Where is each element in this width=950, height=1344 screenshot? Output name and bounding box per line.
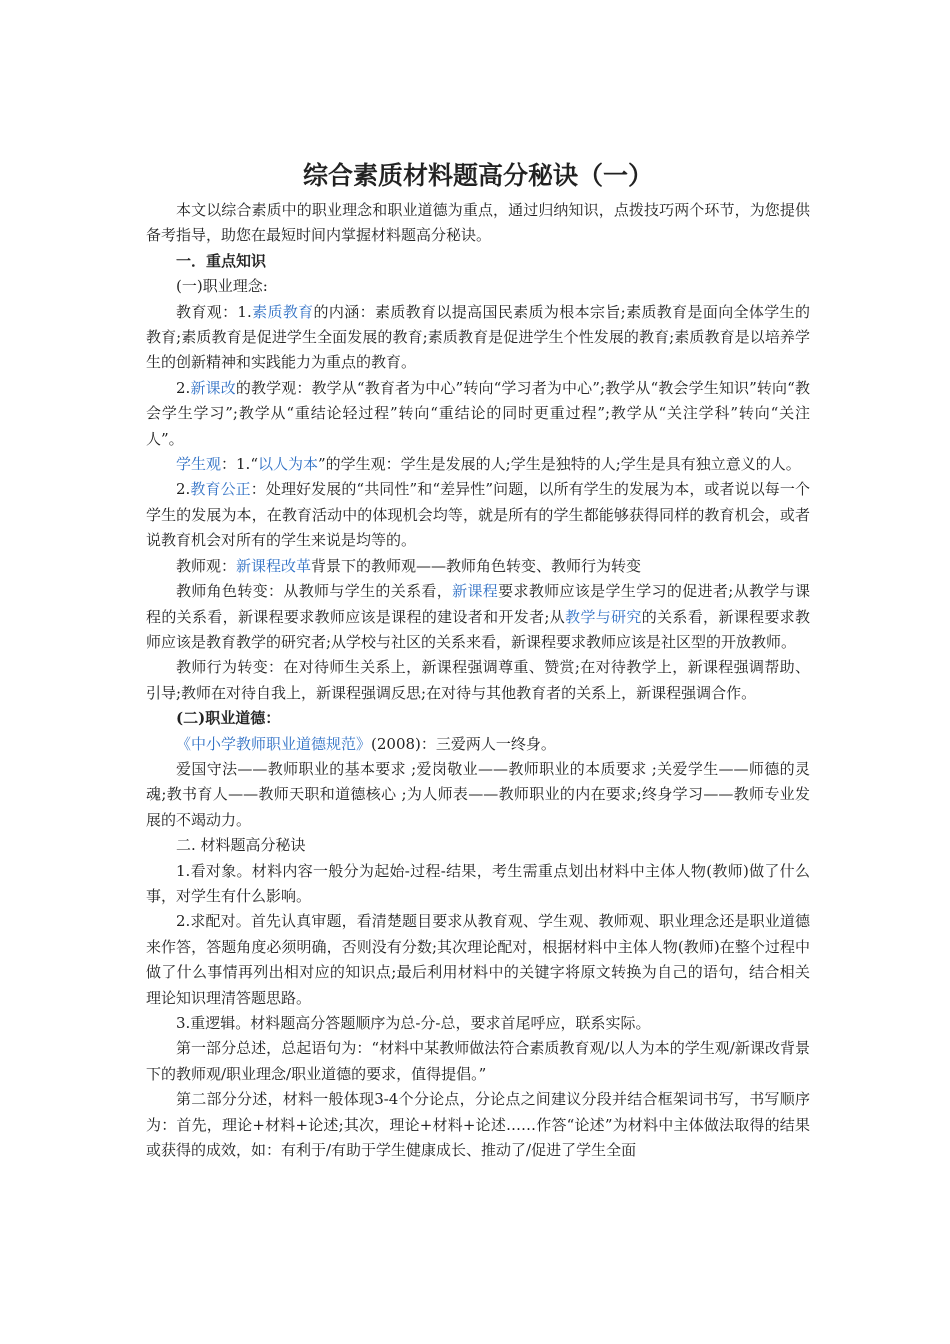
text-span: 的关系看，新课程要求教师应该是教育教学的研究者;从学校与社区的关系来看，新课程要求教师应该是社区型的开放教师。 — [146, 607, 810, 651]
paragraph-student-view — [146, 452, 810, 477]
subsection-heading-professional-ethics: (二)职业道德： — [176, 709, 281, 728]
paragraph-education-fairness — [146, 477, 810, 553]
intro-paragraph: 本文以综合素质中的职业理念和职业道德为重点，通过归纳知识，点拨技巧两个环节，为您提供备考指导，助您在最短时间内掌握材料题高分秘诀。 — [146, 201, 810, 245]
link-new-curriculum[interactable]: 新课程 — [452, 582, 499, 601]
paragraph-teacher-view — [146, 554, 810, 579]
paragraph-teacher-behavior: 教师行为转变：在对待师生关系上，新课程强调尊重、赞赏;在对待教学上，新课程强调帮助、引导;教师在对待自我上，新课程强调反思;在对待与其他教育者的关系上，新课程强调合作。 — [146, 658, 810, 702]
text-span: ：1.“ — [221, 455, 258, 474]
text-span: 2. — [176, 378, 191, 397]
paragraph-tip-2: 2.求配对。首先认真审题，看清楚题目要求从教育观、学生观、教师观、职业理念还是职业道德来作答，答题角度必须明确，否则没有分数;其次理论配对，根据材料中主体人物(教师)在整个过程中做了什么事情再列出相对应的知识点;最后利用材料中的关键字将原文转换为自己的语句，结合相关理论知识理清答题思路。 — [146, 912, 810, 1007]
paragraph-part-2: 第二部分分述，材料一般体现3-4个分论点，分论点之间建议分段并结合框架词书写，书写顺序为：首先，理论+材料+论述;其次，理论+材料+论述……作答“论述”为材料中主体做法取得的结果或获得的成效，如：有利于/有助于学生健康成长、推动了/促进了学生全面 — [146, 1090, 810, 1160]
paragraph-education-view — [146, 300, 810, 376]
section-heading-key-knowledge: 一．重点知识 — [176, 251, 267, 270]
link-quality-education[interactable]: 素质教育 — [251, 302, 314, 321]
subsection-heading-professional-concept: (一)职业理念: — [176, 277, 268, 296]
link-new-curriculum-reform-2[interactable]: 新课程改革 — [236, 556, 312, 575]
paragraph-teacher-role — [146, 579, 810, 655]
paragraph-ethics-norms — [146, 732, 810, 757]
link-student-view[interactable]: 学生观 — [176, 455, 222, 474]
link-teaching-and-research[interactable]: 教学与研究 — [565, 607, 642, 626]
paragraph-new-curriculum-teaching — [146, 376, 810, 452]
paragraph-part-1: 第一部分总述，总起语句为：“材料中某教师做法符合素质教育观/以人为本的学生观/新课改背景下的教师观/职业理念/职业道德的要求，值得提倡。” — [146, 1039, 810, 1083]
text-span: 2. — [176, 480, 191, 499]
link-people-oriented[interactable]: 以人为本 — [258, 455, 319, 474]
text-span: 背景下的教师观——教师角色转变、教师行为转变 — [311, 556, 642, 575]
text-span: ：处理好发展的“共同性”和“差异性”问题，以所有学生的发展为本，或者说以每一个学生的发展为本，在教育活动中的体现机会均等，就是所有的学生都能够获得同样的教育机会，或者说教育机会对所有的学生来说是均等的。 — [146, 480, 810, 550]
text-span: 的内涵：素质教育以提高国民素质为根本宗旨;素质教育是面向全体学生的教育;素质教育是促进学生全面发展的教育;素质教育是促进学生个性发展的教育;素质教育是以培养学生的创新精神和实践能力为重点的教育。 — [146, 302, 811, 372]
link-ethics-norms[interactable]: 《中小学教师职业道德规范》 — [176, 734, 372, 753]
text-span: 的教学观：教学从“教育者为中心”转向“学习者为中心”;教学从“教会学生知识”转向“教会学生学习”;教学从“重结论轻过程”转向“重结论的同时更重过程”;教学从“关注学科”转向“关注人”。 — [146, 378, 810, 448]
document-title: 综合素质材料题高分秘诀（一） — [302, 161, 653, 190]
paragraph-tip-3: 3.重逻辑。材料题高分答题顺序为总-分-总，要求首尾呼应，联系实际。 — [176, 1014, 651, 1032]
text-span: 教育观：1. — [176, 302, 252, 321]
section-heading-tips: 二. 材料题高分秘诀 — [176, 836, 306, 855]
document-page — [146, 158, 810, 1163]
text-span: (2008)：三爱两人一终身。 — [371, 734, 556, 753]
link-new-curriculum-reform[interactable]: 新课改 — [190, 378, 236, 397]
text-span: 教师角色转变：从教师与学生的关系看， — [176, 582, 453, 601]
paragraph-ethics-list: 爱国守法——教师职业的基本要求 ;爱岗敬业——教师职业的本质要求 ;关爱学生——师德的灵魂;教书育人——教师天职和道德核心 ;为人师表——教师职业的内在要求;终身学习——教师专业发展的不竭动力。 — [146, 759, 810, 829]
text-span: 要求教师应该是学生学习的促进者;从教学与课程的关系看，新课程要求教师应该是课程的建设者和开发者;从 — [146, 582, 810, 626]
link-education-fairness[interactable]: 教育公正 — [190, 480, 251, 499]
text-span: 教师观： — [176, 556, 237, 575]
text-span: ”的学生观：学生是发展的人;学生是独特的人;学生是具有独立意义的人。 — [318, 455, 801, 474]
paragraph-tip-1: 1.看对象。材料内容一般分为起始-过程-结果，考生需重点划出材料中主体人物(教师)做了什么事，对学生有什么影响。 — [146, 861, 810, 905]
